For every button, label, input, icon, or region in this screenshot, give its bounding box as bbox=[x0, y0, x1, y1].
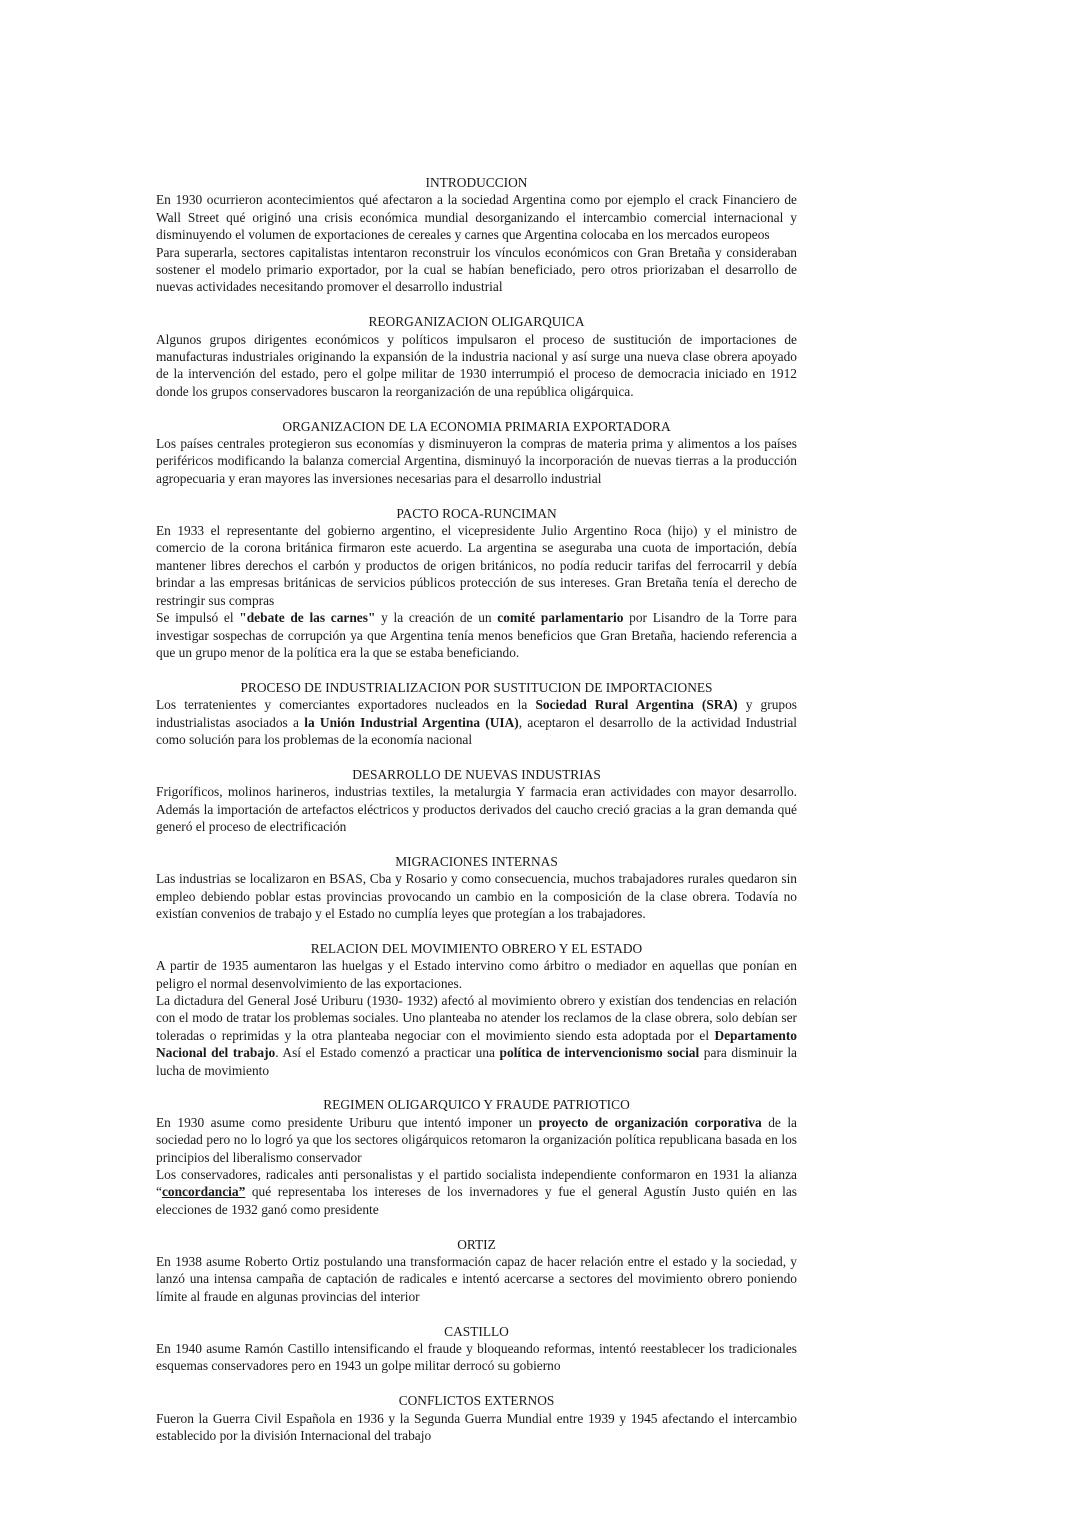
text-run: En 1930 ocurrieron acontecimientos qué afectaron a la sociedad Argentina como por ejemplo el crack Financiero de Wall Street qué originó una crisis económica mundial desorganizando el intercambio comercial internacional y disminuyendo el volumen de exportaciones de cereales y carnes que Argentina colocaba en los mercados europeos bbox=[156, 192, 797, 243]
section-migraciones-internas bbox=[156, 853, 797, 923]
text-run: por Lisandro de la Torre para investigar sospechas de corrupción ya que Argentina tenía menos beneficios que Gran Bretaña, haciendo referencia a que un grupo menor de la política era la que se estaba beneficiando. bbox=[156, 610, 797, 660]
section-introduccion bbox=[156, 174, 797, 296]
bold-term: política de intervencionismo social bbox=[499, 1045, 700, 1061]
bold-term: Sociedad Rural Argentina (SRA) bbox=[535, 697, 738, 713]
paragraph bbox=[156, 331, 797, 401]
text-run: En 1933 el representante del gobierno argentino, el vicepresidente Julio Argentino Roca (hijo) y el ministro de comercio de la corona británica firmaron este acuerdo. La argentina se aseguraba una cuota de importación, debía mantener libres derechos el carbón y productos de origen británicos, no podía reducir tarifas del ferrocarril y debía brindar a las empresas británicas de servicios públicos protección de sus intereses. Gran Bretaña tenía el derecho de restringir sus compras bbox=[156, 523, 797, 608]
text-run: Frigoríficos, molinos harineros, industrias textiles, la metalurgia Y farmacia eran actividades con mayor desarrollo. Además la importación de artefactos eléctricos y productos derivados del caucho creció gracias a la gran demanda qué generó el proceso de electrificación bbox=[156, 784, 797, 834]
paragraph bbox=[156, 522, 797, 609]
paragraph bbox=[156, 435, 797, 487]
section-heading: CASTILLO bbox=[444, 1323, 509, 1339]
paragraph bbox=[156, 244, 797, 296]
paragraph bbox=[156, 1340, 797, 1375]
paragraph bbox=[156, 1166, 797, 1218]
text-run: y grupos industrialistas asociados a bbox=[156, 697, 797, 730]
text-run: Las industrias se localizaron en BSAS, Cba y Rosario y como consecuencia, muchos trabajadores rurales quedaron sin empleo debiendo poblar estas provincias provocando un cambio en la composición de la clase obrera. Todavía no existían convenios de trabajo y el Estado no cumplía leyes que protegían a los trabajadores. bbox=[156, 871, 797, 921]
paragraph bbox=[156, 696, 797, 748]
paragraph bbox=[156, 191, 797, 243]
text-run: . Así el Estado comenzó a practicar una bbox=[275, 1045, 500, 1061]
paragraph bbox=[156, 609, 797, 661]
section-desarrollo-de-nuevas-industrias bbox=[156, 766, 797, 836]
section-heading: REGIMEN OLIGARQUICO Y FRAUDE PATRIOTICO bbox=[323, 1097, 630, 1113]
text-run: y la creación de un bbox=[375, 610, 498, 626]
paragraph bbox=[156, 1253, 797, 1305]
text-run: Los conservadores, radicales anti personalistas y el partido socialista independiente conformaron en 1931 la alianza “ bbox=[156, 1167, 797, 1200]
section-heading: DESARROLLO DE NUEVAS INDUSTRIAS bbox=[352, 766, 601, 782]
bold-term: proyecto de organización corporativa bbox=[538, 1114, 762, 1130]
paragraph bbox=[156, 783, 797, 835]
text-run: En 1940 asume Ramón Castillo intensificando el fraude y bloqueando reformas, intentó reestablecer los tradicionales esquemas conservadores pero en 1943 un golpe militar derrocó su gobierno bbox=[156, 1341, 797, 1374]
text-run: para disminuir la lucha de movimiento bbox=[156, 1045, 797, 1078]
section-heading: RELACION DEL MOVIMIENTO OBRERO Y EL ESTADO bbox=[310, 940, 643, 956]
text-run: A partir de 1935 aumentaron las huelgas y el Estado intervino como árbitro o mediador en aquellas que ponían en peligro el normal desenvolvimiento de las exportaciones. bbox=[156, 958, 797, 991]
section-organizacion-de-la-economia-primaria-exportadora bbox=[156, 418, 797, 488]
section-pacto-roca-runciman bbox=[156, 505, 797, 662]
text-run: Para superarla, sectores capitalistas intentaron reconstruir los vínculos económicos con Gran Bretaña y consideraban sostener el modelo primario exportador, por la cual se habían beneficiado, pero otros priorizaban el desarrollo de nuevas actividades necesitando promover el desarrollo industrial bbox=[156, 244, 797, 295]
section-regimen-oligarquico-y-fraude-patriotico bbox=[156, 1096, 797, 1218]
paragraph bbox=[156, 992, 797, 1079]
section-heading: MIGRACIONES INTERNAS bbox=[395, 853, 558, 869]
section-heading: PROCESO DE INDUSTRIALIZACION POR SUSTITUCION DE IMPORTACIONES bbox=[240, 679, 713, 695]
bold-term: comité parlamentario bbox=[497, 610, 624, 626]
text-run: de la sociedad pero no lo logró ya que los sectores oligárquicos retomaron la organización política republicana basada en los principios del liberalismo conservador bbox=[156, 1114, 797, 1165]
section-heading: INTRODUCCION bbox=[425, 175, 528, 190]
section-proceso-de-industrializacion-por-sustitucion-de-importaciones bbox=[156, 679, 797, 749]
bold-term: "debate de las carnes" bbox=[239, 610, 376, 626]
text-run: La dictadura del General José Uriburu (1930- 1932) afectó al movimiento obrero y existían dos tendencias en relación con el modo de tratar los problemas sociales. Uno planteaba no atender los reclamos de la clase obrera, solo debían ser toleradas o reprimidas y la otra planteaba negociar con el movimiento siendo esta adoptada por el bbox=[156, 992, 797, 1043]
section-reorganizacion-oligarquica bbox=[156, 313, 797, 400]
text-run: Los países centrales protegieron sus economías y disminuyeron la compras de materia prima y alimentos a los países periféricos modificando la balanza comercial Argentina, disminuyó la incorporación de nuevas tierras a la producción agropecuaria y eran mayores las inversiones necesarias para el desarrollo industrial bbox=[156, 436, 797, 486]
section-heading: CONFLICTOS EXTERNOS bbox=[398, 1393, 555, 1409]
paragraph bbox=[156, 1114, 797, 1166]
paragraph bbox=[156, 957, 797, 992]
bold-term: concordancia” bbox=[161, 1184, 246, 1200]
section-heading: ORGANIZACION DE LA ECONOMIA PRIMARIA EXPORTADORA bbox=[282, 418, 671, 434]
paragraph bbox=[156, 870, 797, 922]
section-conflictos-externos bbox=[156, 1392, 797, 1444]
section-heading: PACTO ROCA-RUNCIMAN bbox=[396, 505, 557, 521]
document-page bbox=[156, 174, 797, 1462]
text-run: En 1930 asume como presidente Uriburu que intentó imponer un bbox=[156, 1114, 539, 1130]
section-castillo bbox=[156, 1323, 797, 1375]
section-heading: ORTIZ bbox=[457, 1236, 496, 1252]
text-run: , aceptaron el desarrollo de la actividad Industrial como solución para los problemas de la economía nacional bbox=[156, 714, 798, 747]
text-run: En 1938 asume Roberto Ortiz postulando una transformación capaz de hacer relación entre el estado y la sociedad, y lanzó una intensa campaña de captación de radicales e intentó acercarse a sectores del movimiento obrero poniendo límite al fraude en algunas provincias del interior bbox=[156, 1254, 797, 1304]
section-heading: REORGANIZACION OLIGARQUICA bbox=[368, 314, 585, 330]
text-run: qué representaba los intereses de los invernadores y fue el general Agustín Justo quién en las elecciones de 1932 ganó como presidente bbox=[156, 1184, 797, 1217]
bold-term: la Unión Industrial Argentina (UIA) bbox=[304, 714, 519, 730]
text-run: Se impulsó el bbox=[156, 610, 240, 626]
section-ortiz bbox=[156, 1236, 797, 1306]
paragraph bbox=[156, 1410, 797, 1445]
bold-term: Departamento Nacional del trabajo bbox=[156, 1027, 797, 1061]
text-run: Algunos grupos dirigentes económicos y políticos impulsaron el proceso de sustitución de importaciones de manufacturas industriales originando la expansión de la industria nacional y así surge una nueva clase obrera apoyado de la intervención del estado, pero el golpe militar de 1930 interrumpió el proceso de democracia iniciado en 1912 donde los grupos conservadores buscaron la reorganización de una república oligárquica. bbox=[156, 331, 797, 399]
text-run: Los terratenientes y comerciantes exportadores nucleados en la bbox=[156, 697, 536, 713]
text-run: Fueron la Guerra Civil Española en 1936 y la Segunda Guerra Mundial entre 1939 y 1945 afectando el intercambio establecido por la división Internacional del trabajo bbox=[156, 1410, 797, 1444]
section-relacion-del-movimiento-obrero-y-el-estado bbox=[156, 940, 797, 1079]
